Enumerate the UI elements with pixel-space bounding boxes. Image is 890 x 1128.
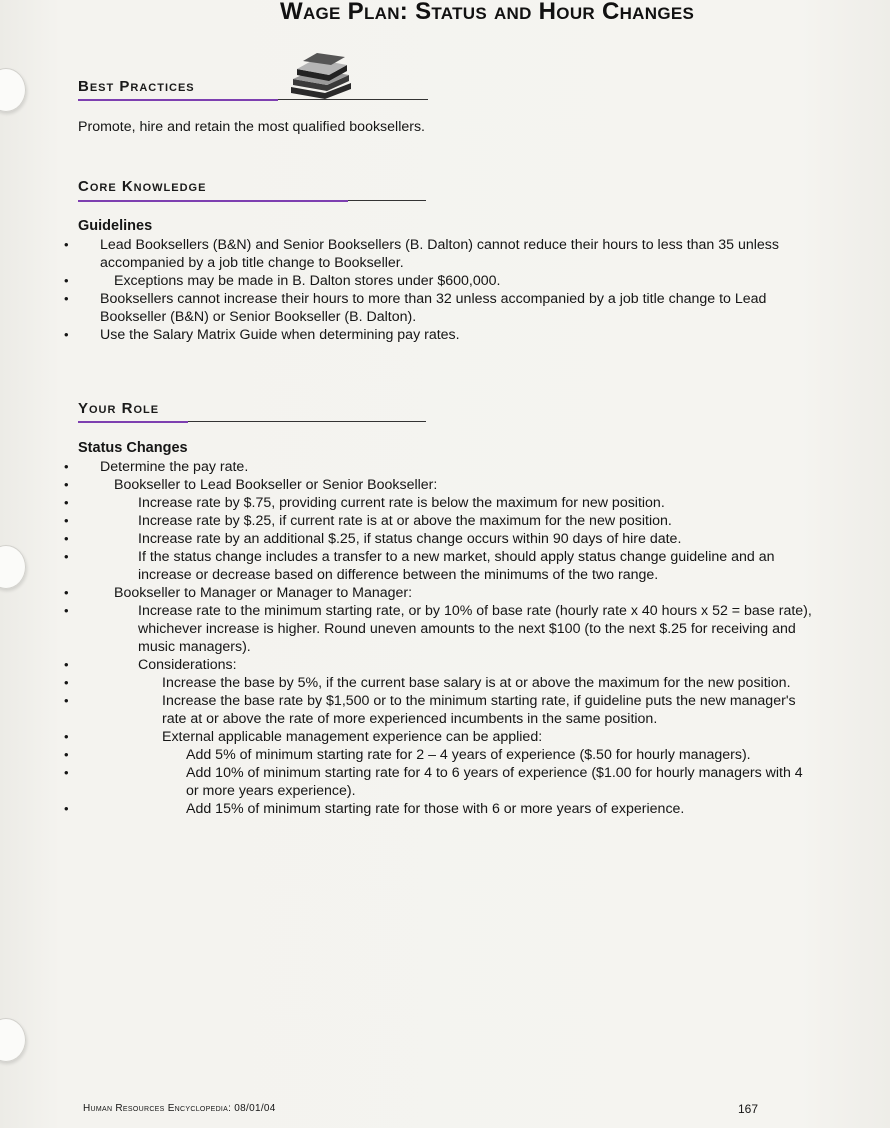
guidelines-list — [78, 236, 818, 344]
list-item: • Add 5% of minimum starting rate for 2 – 4 years of experience ($.50 for hourly managers). — [78, 746, 818, 764]
section-rule — [188, 421, 426, 422]
list-item: • Add 15% of minimum starting rate for those with 6 or more years of experience. — [78, 800, 818, 818]
best-practices-heading: Best Practices — [78, 78, 195, 95]
status-changes-list — [78, 458, 818, 818]
section-rule — [78, 99, 278, 101]
list-item: • Increase rate by $.75, providing current rate is below the maximum for new position. — [78, 494, 818, 512]
list-item: • Increase rate by $.25, if current rate is at or above the maximum for the new position. — [78, 512, 818, 530]
list-item: • Use the Salary Matrix Guide when determining pay rates. — [78, 326, 818, 344]
list-item: • Add 10% of minimum starting rate for 4 to 6 years of experience ($1.00 for hourly managers with 4 or more years experience). — [78, 764, 818, 800]
list-item: • Considerations: — [78, 656, 818, 674]
section-rule — [78, 200, 348, 202]
page-number: 167 — [738, 1102, 759, 1116]
list-item: • Increase rate to the minimum starting rate, or by 10% of base rate (hourly rate x 40 hours x 52 = base rate), whichever increase is higher. Round uneven amounts to the next $100 (to the next $.25 for receiving and music managers). — [78, 602, 818, 656]
core-knowledge-heading: Core Knowledge — [78, 178, 207, 195]
list-item: • Bookseller to Lead Bookseller or Senior Bookseller: — [78, 476, 818, 494]
section-rule — [348, 200, 426, 201]
list-item: • Increase the base by 5%, if the current base salary is at or above the maximum for the new position. — [78, 674, 818, 692]
books-icon — [285, 53, 355, 99]
section-rule — [278, 99, 428, 100]
status-changes-subheading: Status Changes — [78, 440, 188, 456]
list-item: • Increase rate by an additional $.25, if status change occurs within 90 days of hire date. — [78, 530, 818, 548]
page-title: Wage Plan: Status and Hour Changes — [280, 0, 695, 25]
guidelines-subheading: Guidelines — [78, 218, 153, 234]
list-item: • Booksellers cannot increase their hours to more than 32 unless accompanied by a job title change to Lead Bookseller (B&N) or Senior Bookseller (B. Dalton). — [78, 290, 818, 326]
list-item: • Determine the pay rate. — [78, 458, 818, 476]
list-item: • Exceptions may be made in B. Dalton stores under $600,000. — [78, 272, 818, 290]
list-item: • Increase the base rate by $1,500 or to the minimum starting rate, if guideline puts the new manager's rate at or above the rate of more experienced incumbents in the same position. — [78, 692, 818, 728]
list-item: • External applicable management experience can be applied: — [78, 728, 818, 746]
list-item: • Bookseller to Manager or Manager to Manager: — [78, 584, 818, 602]
footer-source: Human Resources Encyclopedia: 08/01/04 — [83, 1103, 276, 1114]
list-item: • Lead Booksellers (B&N) and Senior Booksellers (B. Dalton) cannot reduce their hours to less than 35 unless accompanied by a job title change to Bookseller. — [78, 236, 818, 272]
your-role-heading: Your Role — [78, 400, 160, 417]
best-practices-text: Promote, hire and retain the most qualified booksellers. — [78, 119, 425, 135]
list-item: • If the status change includes a transfer to a new market, should apply status change guideline and an increase or decrease based on difference between the minimums of the two range. — [78, 548, 818, 584]
section-rule — [78, 421, 188, 423]
